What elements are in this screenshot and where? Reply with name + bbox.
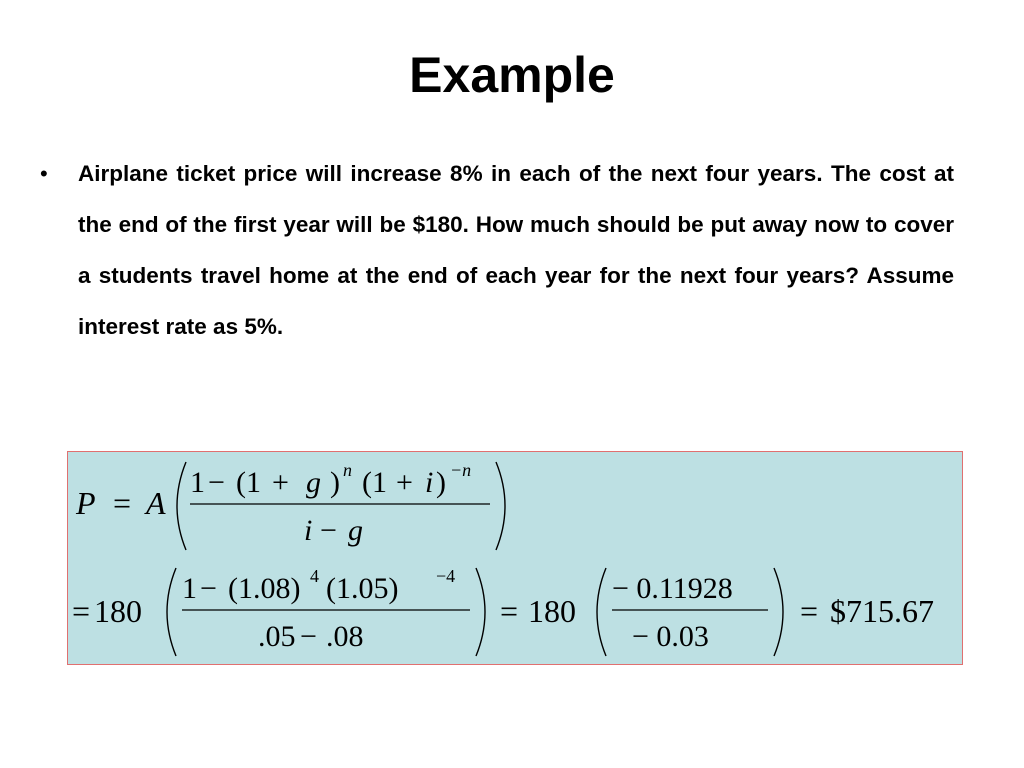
line2-equals: = bbox=[72, 593, 91, 629]
line2-exp-neg4: −4 bbox=[436, 566, 456, 586]
line2-left-paren-2 bbox=[597, 568, 606, 656]
line2-coef-2: 180 bbox=[528, 593, 576, 629]
num-i: i bbox=[425, 466, 434, 499]
line2-coef: 180 bbox=[94, 593, 142, 629]
line2-num2: − 0.11928 bbox=[612, 572, 733, 605]
num-g: g bbox=[306, 466, 321, 499]
num-plus: + bbox=[272, 466, 289, 499]
num-one: 1 bbox=[190, 466, 205, 499]
line2-num-108: (1.08) bbox=[228, 572, 301, 605]
num-exp-n: n bbox=[343, 460, 352, 480]
line2-right-paren-2 bbox=[774, 568, 783, 656]
line2-num-105: (1.05) bbox=[326, 572, 399, 605]
den-minus: − bbox=[320, 514, 337, 547]
bullet-marker: • bbox=[40, 161, 48, 186]
num-plus-b: + bbox=[396, 466, 413, 499]
num-paren-one-b: (1 bbox=[362, 466, 387, 499]
num-exp-neg-n: −n bbox=[450, 460, 472, 480]
line2-den2: − 0.03 bbox=[632, 620, 709, 653]
line2-equals-3: = bbox=[800, 593, 819, 629]
formula-svg bbox=[68, 452, 964, 666]
line2-num-minus: − bbox=[200, 572, 217, 605]
bullet-item bbox=[40, 148, 954, 352]
formula-right-paren bbox=[496, 462, 505, 550]
den-g: g bbox=[348, 514, 363, 547]
line2-den-08: .08 bbox=[326, 620, 364, 653]
line2-den-minus: − bbox=[300, 620, 317, 653]
problem-statement: Airplane ticket price will increase 8% in each of the next four years. The cost at the end of the first year will be $180. How much should be put away now to cover a students travel home at the end of each year for the next four years? Assume interest rate as 5%. bbox=[78, 161, 954, 339]
line2-num-one: 1 bbox=[182, 572, 197, 605]
line2-left-paren bbox=[167, 568, 176, 656]
formula-box bbox=[67, 451, 963, 665]
line2-exp-4: 4 bbox=[310, 566, 319, 586]
num-paren-one: (1 bbox=[236, 466, 261, 499]
line2-result: $715.67 bbox=[830, 593, 934, 629]
den-i: i bbox=[304, 514, 313, 547]
formula-lhs-p: P bbox=[76, 485, 96, 521]
line2-den-05: .05 bbox=[258, 620, 296, 653]
formula-coef-a: A bbox=[146, 485, 166, 521]
formula-equals: = bbox=[113, 485, 132, 521]
line2-right-paren bbox=[476, 568, 485, 656]
num-minus: − bbox=[208, 466, 225, 499]
num-close-g: ) bbox=[330, 466, 340, 499]
line2-equals-2: = bbox=[500, 593, 519, 629]
num-close-i: ) bbox=[436, 466, 446, 499]
formula-left-paren bbox=[177, 462, 186, 550]
slide-title: Example bbox=[409, 47, 615, 103]
